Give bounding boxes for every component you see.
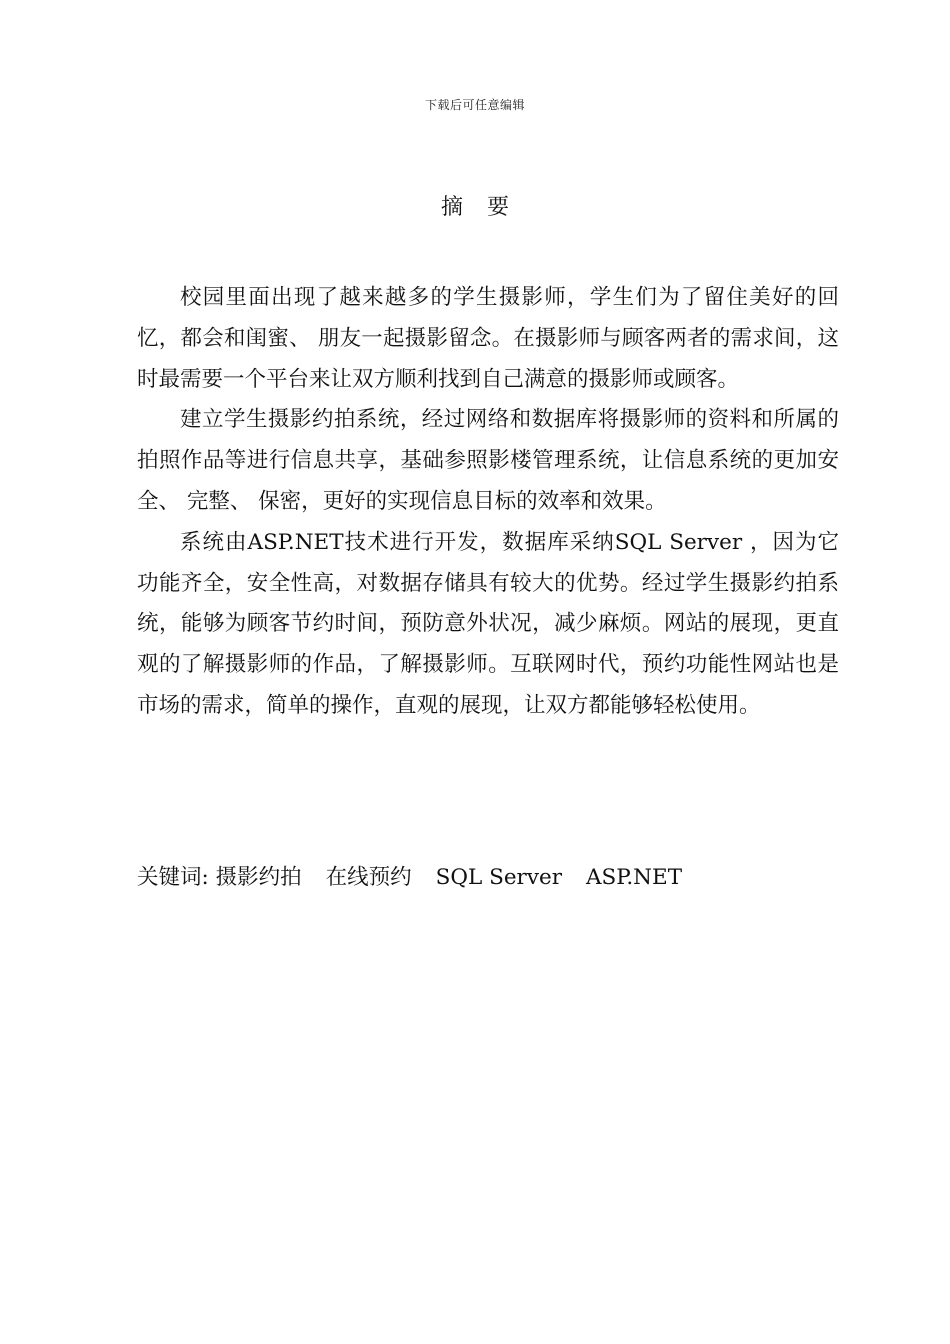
keywords-line (137, 858, 839, 898)
keywords-label: 关键词: (137, 865, 209, 890)
keyword-item: SQL Server (435, 865, 562, 890)
abstract-body (137, 278, 839, 727)
keyword-item: 在线预约 (325, 865, 412, 890)
keyword-item: ASP.NET (585, 865, 683, 890)
abstract-paragraph-2: 建立学生摄影约拍系统，经过网络和数据库将摄影师的资料和所属的拍照作品等进行信息共享，基础参照影楼管理系统，让信息系统的更加安全、 完整、 保密，更好的实现信息目标的效率和效果。 (137, 407, 839, 514)
abstract-title: 摘要 (440, 195, 533, 220)
header-note: 下载后可任意编辑 (424, 98, 525, 112)
keyword-item: 摄影约拍 (215, 865, 302, 890)
abstract-paragraph-3: 系统由ASP.NET技术进行开发，数据库采纳SQL Server ，因为它功能齐全，安全性高，对数据存储具有较大的优势。经过学生摄影约拍系统，能够为顾客节约时间，预防意外状况，减少麻烦。网站的展现，更直观的了解摄影师的作品，了解摄影师。互联网时代，预约功能性网站也是市场的需求，简单的操作，直观的展现，让双方都能够轻松使用。 (137, 529, 839, 718)
abstract-paragraph-1: 校园里面出现了越来越多的学生摄影师，学生们为了留住美好的回忆，都会和闺蜜、 朋友一起摄影留念。在摄影师与顾客两者的需求间，这时最需要一个平台来让双方顺利找到自己满意的摄影师或顾客。 (137, 285, 839, 392)
